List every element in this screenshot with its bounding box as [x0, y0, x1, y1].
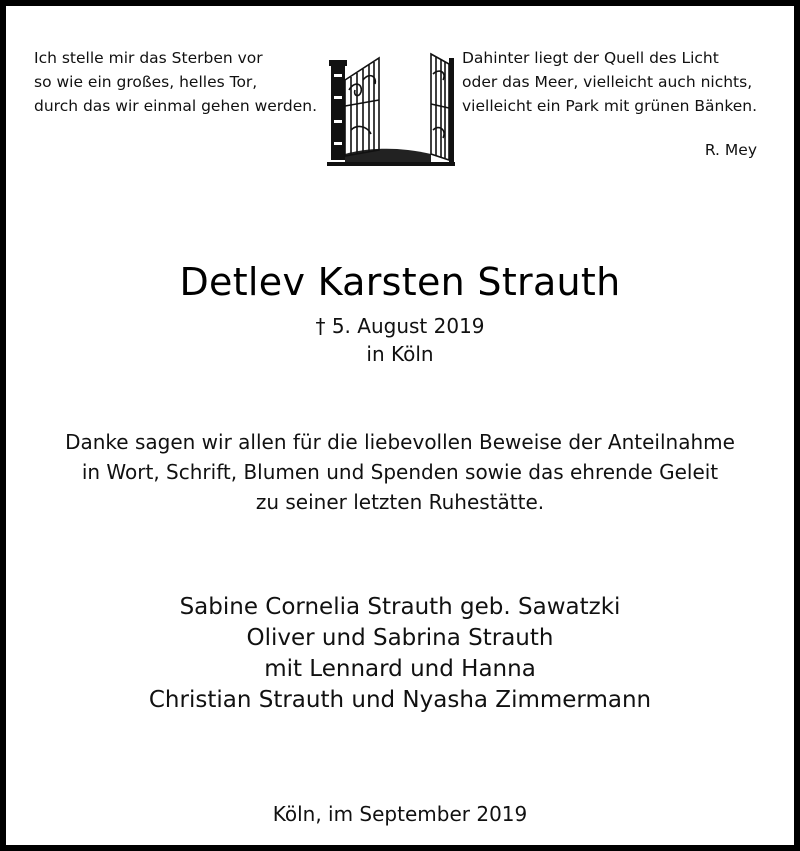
thanks-line: zu seiner letzten Ruhestätte.: [255, 490, 545, 514]
poem-line: vielleicht ein Park mit grünen Bänken.: [462, 97, 758, 115]
poem-line: so wie ein großes, helles Tor,: [34, 73, 258, 91]
closing-place-date: Köln, im September 2019: [272, 802, 528, 826]
death-place: in Köln: [366, 342, 434, 366]
poem-line: durch das wir einmal gehen werden.: [34, 97, 318, 115]
mourner-line: Oliver und Sabrina Strauth: [246, 625, 554, 651]
death-date: † 5. August 2019: [315, 314, 485, 338]
poem-left-stanza: [34, 46, 317, 118]
mourner-line: Christian Strauth und Nyasha Zimmermann: [148, 687, 652, 713]
mourner-line: mit Lennard und Hanna: [264, 656, 536, 682]
mourners-list: [6, 592, 794, 716]
poem-line: oder das Meer, vielleicht auch nichts,: [462, 73, 753, 91]
mourner-line: Sabine Cornelia Strauth geb. Sawatzki: [179, 594, 621, 620]
poem-right-stanza: [462, 46, 757, 118]
poem-author: R. Mey: [704, 141, 757, 159]
thanks-line: in Wort, Schrift, Blumen und Spenden sowie das ehrende Geleit: [81, 460, 719, 484]
poem-line: Dahinter liegt der Quell des Licht: [462, 49, 719, 67]
open-gate-icon: [327, 50, 455, 166]
deceased-name: Detlev Karsten Strauth: [179, 260, 621, 304]
thanks-paragraph: [6, 427, 794, 517]
thanks-line: Danke sagen wir allen für die liebevollen Beweise der Anteilnahme: [65, 430, 735, 454]
poem-line: Ich stelle mir das Sterben vor: [34, 49, 263, 67]
